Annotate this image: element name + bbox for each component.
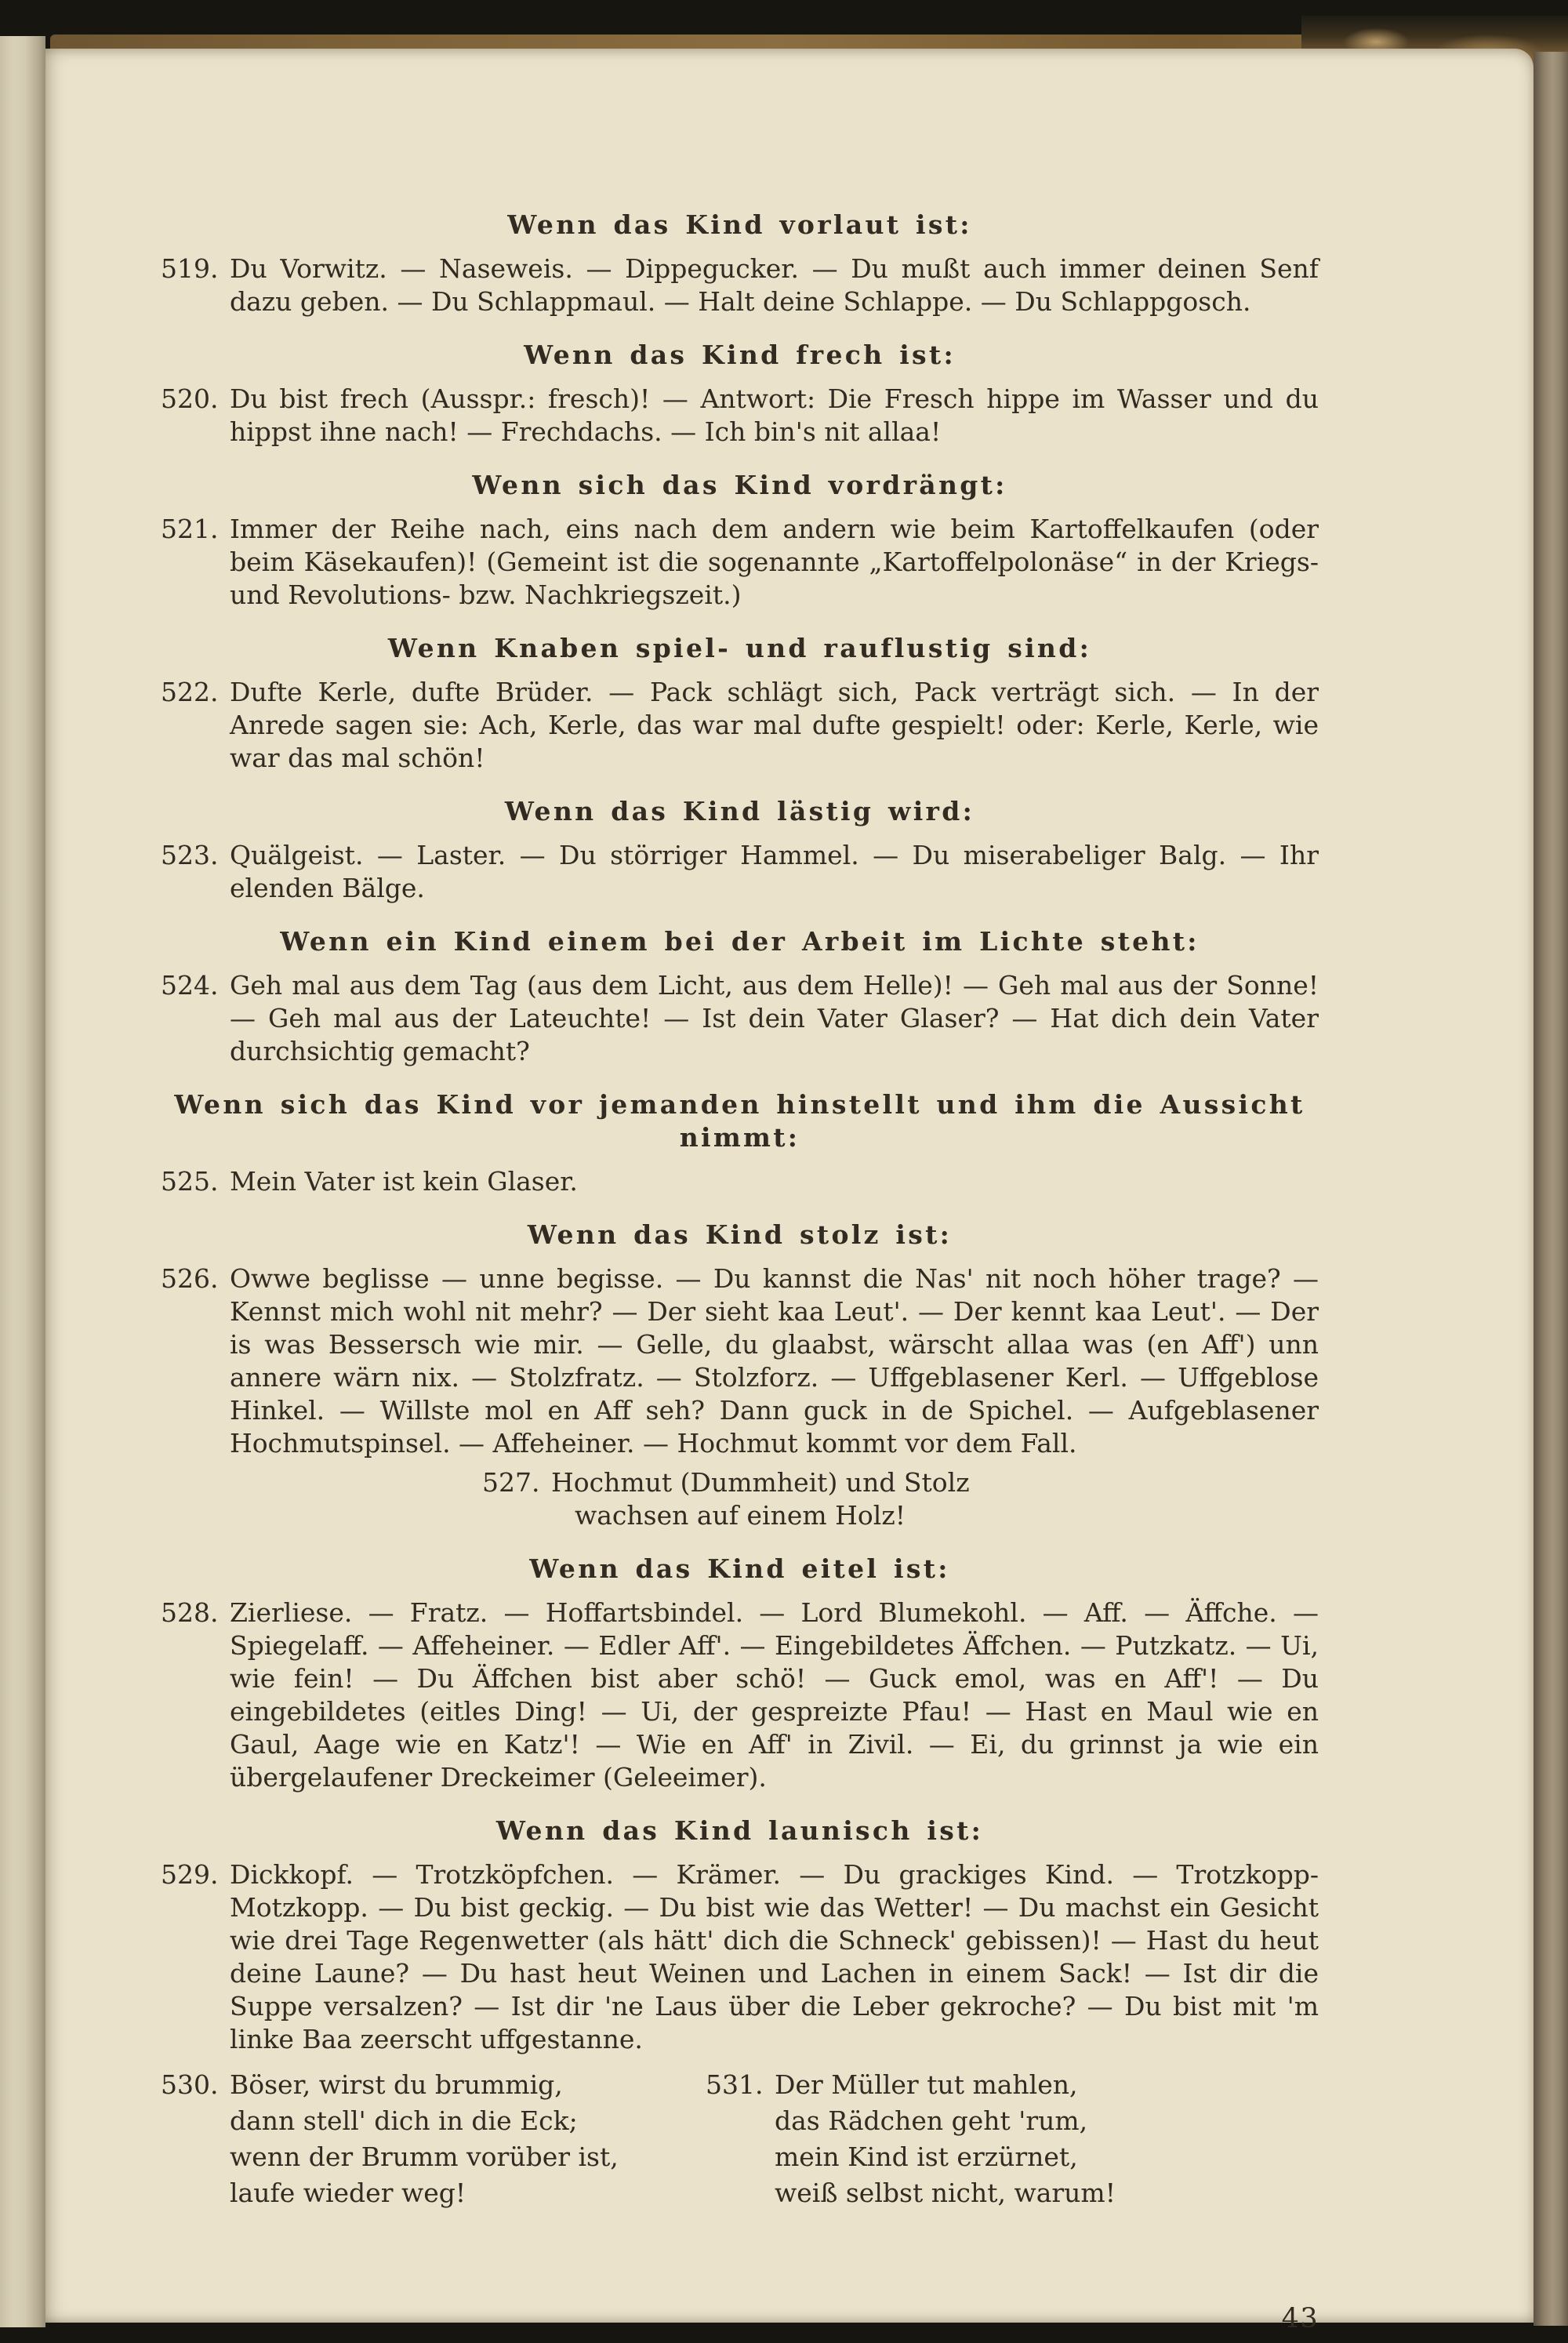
verse-line: wenn der Brumm vorüber ist, xyxy=(230,2141,619,2172)
page-block-edge xyxy=(1534,52,1568,2326)
section-heading-523: Wenn das Kind lästig wird: xyxy=(504,796,975,826)
section-heading-529: Wenn das Kind launisch ist: xyxy=(495,1815,984,1846)
page-content xyxy=(161,49,1319,2335)
verse-line: wachsen auf einem Holz! xyxy=(575,1500,906,1531)
entry-number: 530. xyxy=(161,2069,219,2100)
verse-line: dann stell' dich in die Eck; xyxy=(230,2105,578,2136)
section-heading-525: Wenn sich das Kind vor jemanden hinstellt und ihm die Aussicht nimmt: xyxy=(174,1089,1305,1153)
verse-531 xyxy=(706,2067,1116,2211)
section-heading-519: Wenn das Kind vorlaut ist: xyxy=(507,209,972,240)
section-heading-522: Wenn Knaben spiel- und rauflustig sind: xyxy=(387,633,1092,663)
entry-523 xyxy=(161,839,1319,905)
entry-text: Du bist frech (Ausspr.: fresch)! — Antwort: Die Fresch hippe im Wasser und du hippst ihne nach! — Frechdachs. — Ich bin's nit allaa! xyxy=(230,383,1319,447)
entry-text: Quälgeist. — Laster. — Du störriger Hammel. — Du miserabeliger Balg. — Ihr elenden Bälge. xyxy=(230,840,1319,903)
section-heading-526: Wenn das Kind stolz ist: xyxy=(527,1219,953,1250)
entry-number: 525. xyxy=(161,1166,219,1197)
entry-text: Du Vorwitz. — Naseweis. — Dippegucker. — Du mußt auch immer deinen Senf dazu geben. — Du Schlappmaul. — Halt deine Schlappe. — Du Schlappgosch. xyxy=(230,253,1319,317)
entry-number: 529. xyxy=(161,1859,219,1890)
entry-528 xyxy=(161,1597,1319,1794)
entry-number: 526. xyxy=(161,1263,219,1294)
entry-text: Zierliese. — Fratz. — Hoffartsbindel. — Lord Blumekohl. — Aff. — Äffche. — Spiegelaff. — Affeheiner. — Edler Aff'. — Eingebildetes Äffchen. — Putzkatz. — Ui, wie fein! — Du Äffchen bist aber schö! — Guck emol, was en Aff'! — Du eingebildetes (eitles Ding! — Ui, der gespreizte Pfau! — Hast en Maul wie en Gaul, Aage wie en Katz'! — Wie en Aff' in Zivil. — Ei, du grinnst ja wie ein übergelaufener Dreckeimer (Geleeimer). xyxy=(230,1597,1319,1793)
verse-line: Böser, wirst du brummig, xyxy=(230,2069,563,2100)
entry-number: 531. xyxy=(706,2069,764,2100)
entry-number: 522. xyxy=(161,677,219,707)
verse-530 xyxy=(161,2067,637,2211)
entry-524 xyxy=(161,969,1319,1068)
section-heading-521: Wenn sich das Kind vordrängt: xyxy=(472,470,1007,500)
verse-527 xyxy=(482,1466,1319,1532)
verse-line: mein Kind ist erzürnet, xyxy=(775,2141,1078,2172)
section-heading-528: Wenn das Kind eitel ist: xyxy=(529,1553,950,1584)
entry-number: 521. xyxy=(161,514,219,544)
verse-pair xyxy=(161,2067,1319,2211)
entry-529 xyxy=(161,1858,1319,2056)
entry-text: Owwe beglisse — unne begisse. — Du kannst die Nas' nit noch höher trage? — Kennst mich wohl nit mehr? — Der sieht kaa Leut'. — Der kennt kaa Leut'. — Der is was Bessersch wie mir. — Gelle, du glaabst, wärscht allaa was (en Aff') unn annere wärn nix. — Stolzfratz. — Stolzforz. — Uffgeblasener Kerl. — Uffgeblose Hinkel. — Willste mol en Aff seh? Dann guck in de Spichel. — Aufgeblasener Hochmutspinsel. — Affeheiner. — Hochmut kommt vor dem Fall. xyxy=(230,1263,1319,1458)
left-page-curl xyxy=(0,36,45,2327)
entry-number: 523. xyxy=(161,840,219,870)
entry-text: Dickkopf. — Trotzköpfchen. — Krämer. — Du grackiges Kind. — Trotzkopp-Motzkopp. — Du bist geckig. — Du bist wie das Wetter! — Du machst ein Gesicht wie drei Tage Regenwetter (als hätt' dich die Schneck' gebissen)! — Hast du heut deine Laune? — Du hast heut Weinen und Lachen in einem Sack! — Ist dir die Suppe versalzen? — Ist dir 'ne Laus über die Leber gekroche? — Du bist mit 'm linke Baa zeerscht uffgestanne. xyxy=(230,1859,1319,2054)
section-heading-524: Wenn ein Kind einem bei der Arbeit im Lichte steht: xyxy=(280,926,1200,957)
verse-text: Hochmut (Dummheit) und Stolz xyxy=(551,1467,970,1498)
verse-line: laufe wieder weg! xyxy=(230,2178,466,2208)
entry-519 xyxy=(161,252,1319,318)
entry-text: Dufte Kerle, dufte Brüder. — Pack schlägt sich, Pack verträgt sich. — In der Anrede sagen sie: Ach, Kerle, das war mal dufte gespielt! oder: Kerle, Kerle, wie war das mal schön! xyxy=(230,677,1319,773)
section-heading-520: Wenn das Kind frech ist: xyxy=(524,340,956,370)
verse-line: Der Müller tut mahlen, xyxy=(775,2069,1078,2100)
page-number: 43 xyxy=(1281,2303,1319,2334)
verse-line: das Rädchen geht 'rum, xyxy=(775,2105,1088,2136)
entry-text: Geh mal aus dem Tag (aus dem Licht, aus dem Helle)! — Geh mal aus der Sonne! — Geh mal aus der Lateuchte! — Ist dein Vater Glaser? — Hat dich dein Vater durchsichtig gemacht? xyxy=(230,970,1319,1066)
entry-number: 527. xyxy=(482,1467,540,1498)
verse-line: weiß selbst nicht, warum! xyxy=(775,2178,1116,2208)
entry-number: 520. xyxy=(161,383,219,414)
book-page xyxy=(45,49,1534,2334)
entry-526 xyxy=(161,1262,1319,1460)
entry-521 xyxy=(161,513,1319,612)
verse-line xyxy=(482,1466,1319,1499)
entry-522 xyxy=(161,676,1319,775)
entry-text: Mein Vater ist kein Glaser. xyxy=(230,1166,578,1197)
entry-text: Immer der Reihe nach, eins nach dem andern wie beim Kartoffelkaufen (oder beim Käsekaufen)! (Gemeint ist die sogenannte „Kartoffelpolonäse“ in der Kriegs- und Revolutions- bzw. Nachkriegszeit.) xyxy=(230,514,1319,610)
entry-525 xyxy=(161,1165,1319,1198)
entry-520 xyxy=(161,383,1319,449)
entry-number: 528. xyxy=(161,1597,219,1628)
entry-number: 519. xyxy=(161,253,219,284)
entry-number: 524. xyxy=(161,970,219,1001)
